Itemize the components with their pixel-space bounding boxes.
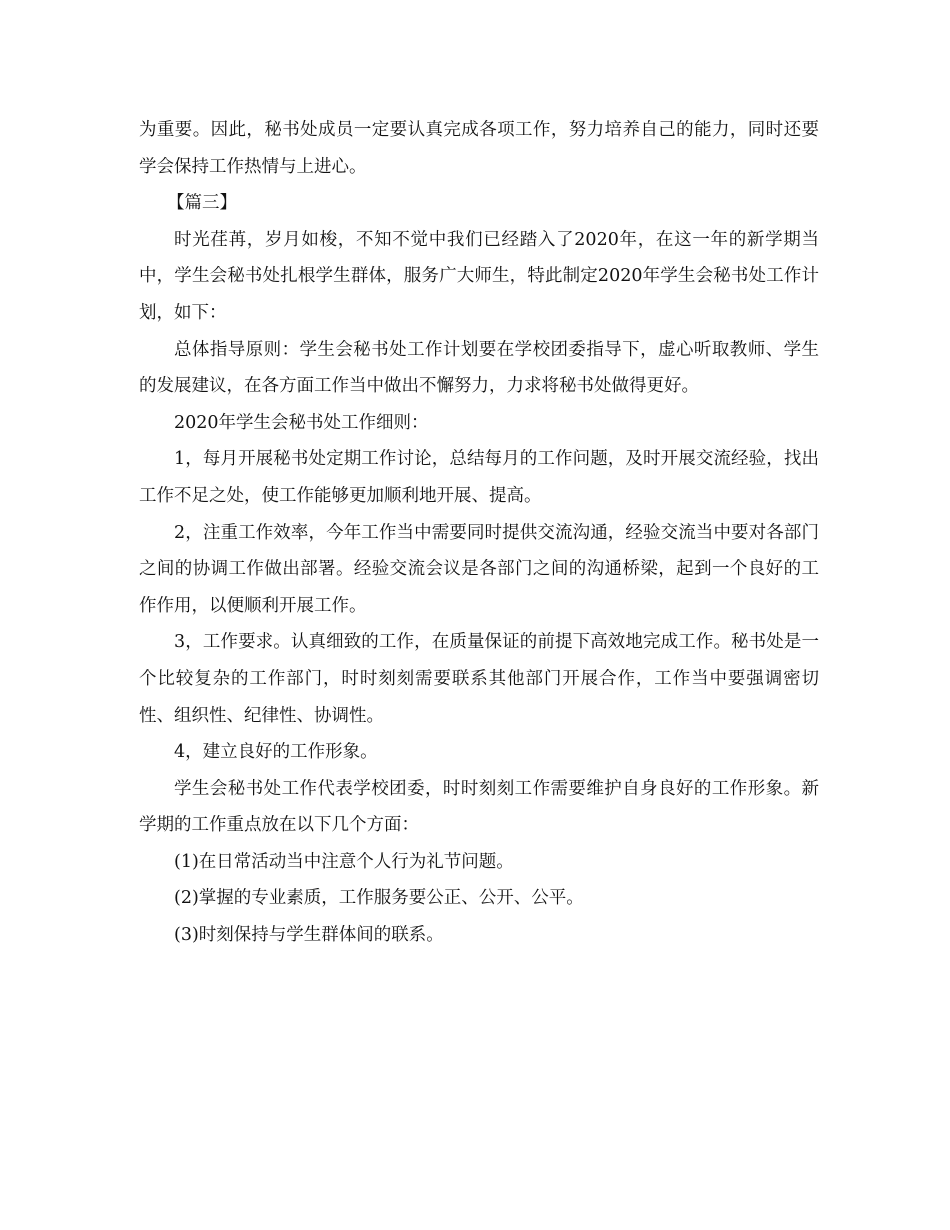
paragraph-sub-3: (3)时刻保持与学生群体间的联系。 [174, 925, 444, 946]
paragraph-intro: 时光荏苒，岁月如梭，不知不觉中我们已经踏入了2020年，在这一年的新学期当中，学生会秘书处扎根学生群体，服务广大师生，特此制定2020年学生会秘书处工作计划，如下： [139, 229, 819, 323]
document-body [139, 112, 819, 954]
paragraph-item-3: 3，工作要求。认真细致的工作，在质量保证的前提下高效地完成工作。秘书处是一个比较复杂的工作部门，时时刻刻需要联系其他部门开展合作，工作当中要强调密切性、组织性、纪律性、协调性。 [139, 632, 819, 726]
paragraph-principle: 总体指导原则：学生会秘书处工作计划要在学校团委指导下，虚心听取教师、学生的发展建议，在各方面工作当中做出不懈努力，力求将秘书处做得更好。 [139, 339, 819, 397]
paragraph-sub-1: (1)在日常活动当中注意个人行为礼节问题。 [174, 851, 514, 872]
paragraph-item-1: 1，每月开展秘书处定期工作讨论，总结每月的工作问题，及时开展交流经验，找出工作不足之处，使工作能够更加顺利地开展、提高。 [139, 449, 819, 506]
paragraph-rules-title: 2020年学生会秘书处工作细则： [174, 412, 429, 433]
paragraph-image: 学生会秘书处工作代表学校团委，时时刻刻工作需要维护自身良好的工作形象。新学期的工作重点放在以下几个方面： [139, 778, 819, 836]
section-heading: 【篇三】 [167, 193, 237, 214]
paragraph-item-4: 4，建立良好的工作形象。 [174, 742, 378, 763]
paragraph-item-2: 2，注重工作效率，今年工作当中需要同时提供交流沟通，经验交流当中要对各部门之间的协调工作做出部署。经验交流会议是各部门之间的沟通桥梁，起到一个良好的工作作用，以便顺利开展工作。 [139, 522, 819, 616]
paragraph-sub-2: (2)掌握的专业素质，工作服务要公正、公开、公平。 [174, 888, 584, 909]
paragraph-continuation: 为重要。因此，秘书处成员一定要认真完成各项工作，努力培养自己的能力，同时还要学会保持工作热情与上进心。 [139, 120, 819, 177]
